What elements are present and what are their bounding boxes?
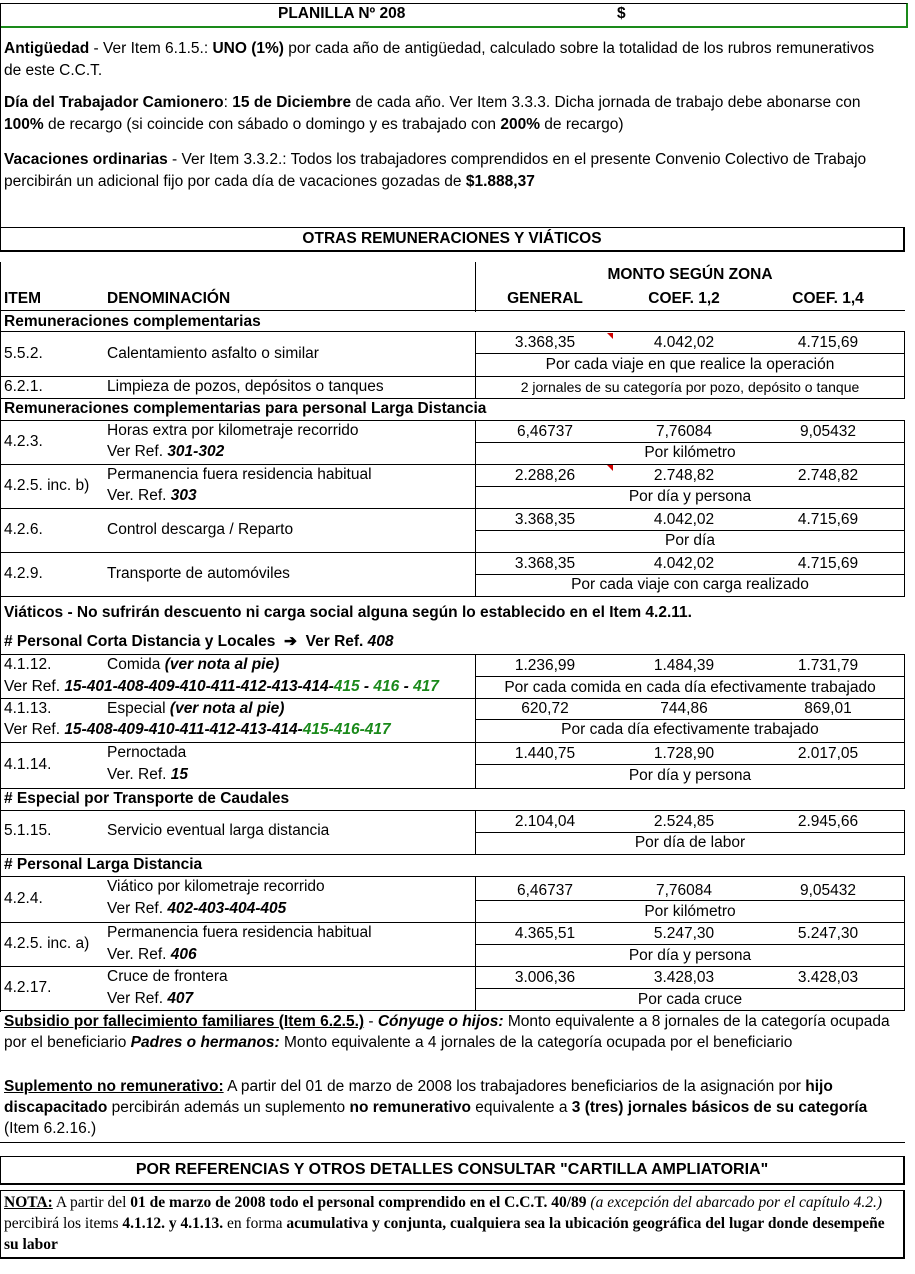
name-4113: Especial (ver nota al pie) [107,700,285,717]
currency-symbol: $ [617,5,626,22]
ref-4112: Ver Ref. 15-401-408-409-410-411-412-413-414-415 - 416 - 417 [4,678,439,695]
suplemento-paragraph: Suplemento no remunerativo: A partir del 01 de marzo de 2008 los trabajadores beneficiarios de la asignación por hijo discapacitado percibirán además un suplemento no remunerativo equivalente a 3 (tres) jornales básicos de su categoría (Item 6.2.16.) [4,1078,868,1137]
note-4114: Por día y persona [628,767,752,784]
item-4114: 4.1.14. [4,756,52,773]
v3-4217: 3.428,03 [797,969,859,986]
v1-4113: 620,72 [521,700,569,717]
note-4112: Por cada comida en cada día efectivamente trabajado [504,679,876,696]
item-4217: 4.2.17. [4,979,52,996]
larga-title: # Personal Larga Distancia [4,856,203,873]
v2-424: 7,76084 [655,882,713,899]
v3-4112: 1.731,79 [797,657,859,674]
v2-4112: 1.484,39 [653,657,715,674]
name-423: Horas extra por kilometraje recorrido [107,422,359,439]
v2-425a: 5.247,30 [653,925,715,942]
arrow-icon: ➔ [284,633,297,650]
v2-423: 7,76084 [655,423,713,440]
subsidio-paragraph: Subsidio por fallecimiento familiares (Item 6.2.5.) - Cónyuge o hijos: Monto equivalente a 8 jornales de la categoría ocupada por el beneficiario Padres o hermanos: Monto equivalente a 4 jornales de la categoría ocupada por el beneficiario [4,1013,890,1051]
name-429: Transporte de automóviles [107,565,290,582]
item-5115: 5.1.15. [4,822,52,839]
v3-423: 9,05432 [799,423,857,440]
v1-429: 3.368,35 [514,555,576,572]
name-425b: Permanencia fuera residencia habitual [107,466,372,483]
v2-429: 4.042,02 [653,555,715,572]
item-425a: 4.2.5. inc. a) [4,935,90,952]
name-621: Limpieza de pozos, depósitos o tanques [107,378,384,395]
name-426: Control descarga / Reparto [107,521,294,538]
antiguedad-paragraph: Antigüedad - Ver Item 6.1.5.: UNO (1%) por cada año de antigüedad, calculado sobre la totalidad de los rubros remunerativos de este C.C.T. [4,40,875,79]
note-4217: Por cada cruce [637,991,743,1008]
v2-426: 4.042,02 [653,511,715,528]
caudales-title: # Especial por Transporte de Caudales [4,790,290,807]
planilla-title: PLANILLA Nº 208 [278,5,406,22]
rem-comp-title: Remuneraciones complementarias [4,313,261,330]
v2-5115: 2.524,85 [653,813,715,830]
v1-423: 6,46737 [516,423,574,440]
v1-5115: 2.104,04 [514,813,576,830]
v2-4113: 744,86 [660,700,708,717]
note-425b: Por día y persona [628,488,752,505]
v1-425a: 4.365,51 [514,925,576,942]
name-4112: Comida (ver nota al pie) [107,656,280,673]
item-552: 5.5.2. [4,345,43,362]
note-426: Por día [665,532,715,549]
note-4113: Por cada día efectivamente trabajado [561,721,819,738]
dia-camionero-paragraph: Día del Trabajador Camionero: 15 de Diciembre de cada año. Ver Item 3.3.3. Dicha jornada de trabajo debe abonarse con 100% de recargo (si coincide con sábado o domingo y es trabajado con 200% de recargo) [4,94,861,133]
note-621: 2 jornales de su categoría por pozo, depósito o tanque [520,379,860,395]
ref-423: Ver Ref. 301-302 [107,443,225,460]
footer-title: POR REFERENCIAS Y OTROS DETALLES CONSULTAR "CARTILLA AMPLIATORIA" [0,1156,905,1185]
viaticos-title: Viáticos - No sufrirán descuento ni carga social alguna según lo establecido en el Item 4.2.11. [4,604,692,621]
v1-4114: 1.440,75 [514,745,576,762]
v3-425b: 2.748,82 [797,467,859,484]
ref-4113: Ver Ref. 15-408-409-410-411-412-413-414-415-416-417 [4,721,391,738]
v3-4113: 869,01 [804,700,852,717]
v2-4114: 1.728,90 [653,745,715,762]
v3-5115: 2.945,66 [797,813,859,830]
item-423: 4.2.3. [4,433,43,450]
name-425a: Permanencia fuera residencia habitual [107,924,372,941]
note-423: Por kilómetro [644,444,736,461]
v1-424: 6,46737 [516,882,574,899]
v2-4217: 3.428,03 [653,969,715,986]
section-title: OTRAS REMUNERACIONES Y VIÁTICOS [0,227,905,252]
item-429: 4.2.9. [4,565,43,582]
general-header: GENERAL [507,290,583,307]
item-header: ITEM [4,290,42,307]
monto-zona-header: MONTO SEGÚN ZONA [607,266,773,283]
note-425a: Por día y persona [628,947,752,964]
v1-425b: 2.288,26 [514,467,576,484]
item-426: 4.2.6. [4,521,43,538]
note-424: Por kilómetro [644,903,736,920]
corta-title: # Personal Corta Distancia y Locales ➔ Ver Ref. 408 [4,633,394,650]
v2-552: 4.042,02 [653,334,715,351]
name-552: Calentamiento asfalto o similar [107,345,319,362]
ref-425a: Ver. Ref. 406 [107,946,197,963]
vacaciones-paragraph: Vacaciones ordinarias - Ver Item 3.3.2.: Todos los trabajadores comprendidos en el presente Convenio Colectivo de Trabajo percibirán un adicional fijo por cada día de vacaciones gozadas de $1.888,37 [4,151,867,190]
ref-4114: Ver. Ref. 15 [107,766,189,783]
header-bar [0,3,908,28]
v3-425a: 5.247,30 [797,925,859,942]
note-552: Por cada viaje en que realice la operación [545,356,835,373]
note-429: Por cada viaje con carga realizado [571,576,809,593]
ref-425b: Ver. Ref. 303 [107,487,197,504]
nota-paragraph: NOTA: A partir del 01 de marzo de 2008 todo el personal comprendido en el C.C.T. 40/89 (a excepción del abarcado por el capítulo 4.2.) percibirá los items 4.1.12. y 4.1.13. en forma acumulativa y conjunta, cualquiera sea la ubicación geográfica del lugar donde desempeñe su labor [4,1194,885,1253]
coef12-header: COEF. 1,2 [648,290,720,307]
v3-4114: 2.017,05 [797,745,859,762]
v3-424: 9,05432 [799,882,857,899]
name-4114: Pernoctada [107,744,187,761]
denominacion-header: DENOMINACIÓN [107,290,231,307]
name-4217: Cruce de frontera [107,968,228,985]
name-424: Viático por kilometraje recorrido [107,878,325,895]
note-5115: Por día de labor [634,834,746,851]
item-621: 6.2.1. [4,378,43,395]
v1-4112: 1.236,99 [514,657,576,674]
rem-ld-title: Remuneraciones complementarias para personal Larga Distancia [4,400,487,417]
item-4113: 4.1.13. [4,700,52,717]
item-4112: 4.1.12. [4,656,52,673]
v1-4217: 3.006,36 [514,969,576,986]
ref-4217: Ver Ref. 407 [107,990,194,1007]
v1-552: 3.368,35 [514,334,576,351]
v3-429: 4.715,69 [797,555,859,572]
v3-552: 4.715,69 [797,334,859,351]
name-5115: Servicio eventual larga distancia [107,822,330,839]
item-424: 4.2.4. [4,890,43,907]
item-425b: 4.2.5. inc. b) [4,477,90,494]
v3-426: 4.715,69 [797,511,859,528]
ref-424: Ver Ref. 402-403-404-405 [107,900,287,917]
v2-425b: 2.748,82 [653,467,715,484]
v1-426: 3.368,35 [514,511,576,528]
coef14-header: COEF. 1,4 [792,290,864,307]
